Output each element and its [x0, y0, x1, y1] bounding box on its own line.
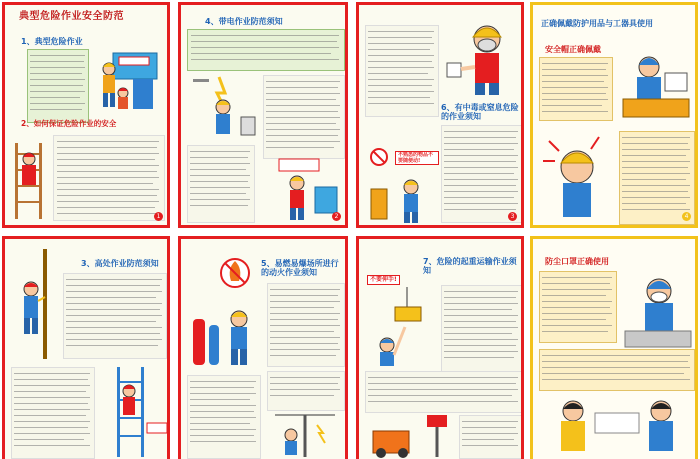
panel5-section3-title: 3、高处作业防范须知 — [81, 259, 159, 268]
panel4-main-title: 正确佩戴防护用品与工器具使用 — [541, 19, 653, 28]
board-protective-gear — [530, 2, 698, 228]
electric-shock-illustration — [189, 73, 259, 139]
gas-mask-worker-illustration — [443, 17, 519, 97]
panel2-page-number: 2 — [332, 212, 341, 221]
crane-hook-illustration — [367, 287, 439, 367]
panel1-section2-title: 2、如何保证危险作业的安全 — [21, 119, 117, 128]
panel3-section6-title: 6、有中毒或窒息危险的作业须知 — [441, 103, 519, 121]
worker-on-ladder-illustration — [11, 133, 51, 223]
panel1-page-number: 1 — [154, 212, 163, 221]
panel3-warning-sign: 不熟悉的物品不要随便动! — [395, 151, 439, 165]
masked-worker-illustration — [619, 267, 695, 351]
board-electric-work — [178, 2, 348, 228]
gas-cylinder-worker-illustration — [187, 299, 265, 371]
panel1-section1-title: 1、典型危险作业 — [21, 37, 83, 46]
panel3-page-number: 3 — [508, 212, 517, 221]
barrel-worker-illustration — [367, 171, 439, 225]
panel4-helmet-title: 安全帽正确佩戴 — [545, 45, 601, 54]
board-dust-mask — [530, 236, 698, 459]
panel1-main-title: 典型危险作业安全防范 — [19, 11, 124, 22]
board-hot-work — [178, 236, 348, 459]
power-line-illustration — [265, 411, 345, 459]
panel6-section5-title: 5、易燃易爆场所进行的动火作业须知 — [261, 259, 339, 277]
board-poison-work — [356, 2, 524, 228]
board-typical-hazard — [2, 2, 170, 228]
injured-worker-illustration — [539, 127, 615, 223]
climbing-worker-illustration — [9, 249, 61, 359]
panel7-warning-sign: 不要伸手! — [367, 275, 400, 285]
panel4-text-box2 — [619, 131, 695, 225]
panel8-mask-title: 防尘口罩正确使用 — [545, 257, 609, 266]
desk-worker-illustration — [619, 45, 693, 125]
board-lifting-work — [356, 236, 524, 459]
panel7-text-box1 — [441, 285, 523, 373]
panel2-section4-title: 4、带电作业防范须知 — [205, 17, 283, 26]
fire-warning-illustration — [187, 251, 257, 301]
forklift-illustration — [367, 413, 455, 459]
worker-machine-illustration — [93, 45, 165, 115]
no-smoking-sign-icon — [369, 147, 389, 167]
ladder-fall-illustration — [97, 365, 169, 459]
board-height-work — [2, 236, 170, 459]
two-workers-illustration — [543, 393, 693, 459]
panel4-page-number: 4 — [682, 212, 691, 221]
panel7-section7-title: 7、危险的起重运输作业须知 — [423, 257, 517, 275]
